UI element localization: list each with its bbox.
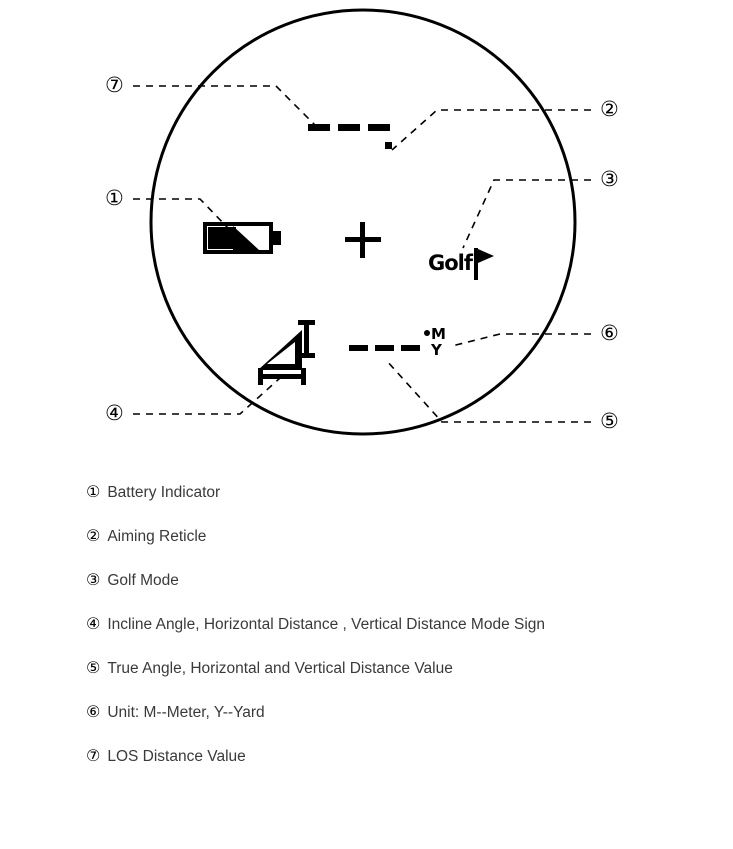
horizontal-cap-right [301, 368, 306, 385]
true-digit-3 [401, 345, 420, 351]
golf-flag-icon [474, 248, 498, 280]
unit-yard-label: Y [431, 341, 442, 359]
legend-item-number: ② [86, 526, 101, 545]
battery-tip [273, 231, 281, 245]
legend-item [86, 526, 706, 546]
callout-3: ③ [600, 167, 619, 191]
legend-list [86, 482, 706, 790]
legend-item [86, 482, 706, 502]
leader-line-6 [452, 334, 591, 346]
legend-item-label: LOS Distance Value [107, 748, 246, 765]
legend-item [86, 746, 706, 766]
true-digit-1 [349, 345, 368, 351]
callout-1: ① [105, 186, 124, 210]
horizontal-distance-bar [258, 374, 306, 379]
flag-banner [478, 249, 494, 263]
legend-item-number: ③ [86, 570, 101, 589]
unit-indicator [424, 327, 452, 371]
los-distance-value-display [308, 124, 400, 152]
aiming-reticle-icon [345, 222, 381, 258]
legend-item-label: Battery Indicator [107, 484, 221, 501]
legend-item [86, 658, 706, 678]
los-digit-2 [338, 124, 360, 131]
true-distance-value-display [349, 345, 421, 357]
true-digit-2 [375, 345, 394, 351]
legend-item-number: ④ [86, 614, 101, 633]
callout-7: ⑦ [105, 73, 124, 97]
legend-item-label: True Angle, Horizontal and Vertical Distance Value [107, 660, 453, 677]
legend-item [86, 614, 706, 634]
legend-item-number: ⑥ [86, 702, 101, 721]
battery-fill [208, 227, 236, 249]
unit-meter-label: M [431, 325, 446, 343]
vertical-cap-bottom [298, 353, 315, 358]
callout-2: ② [600, 97, 619, 121]
leader-line-7 [133, 86, 318, 128]
legend-item-number: ⑤ [86, 658, 101, 677]
legend-item-label: Golf Mode [107, 572, 179, 589]
legend-item-number: ① [86, 482, 101, 501]
los-digit-1 [308, 124, 330, 131]
legend-item-label: Unit: M--Meter, Y--Yard [107, 704, 265, 721]
legend-item-number: ⑦ [86, 746, 101, 765]
legend-item [86, 702, 706, 722]
golf-mode-label: Golf [428, 251, 472, 275]
legend-item-label: Incline Angle, Horizontal Distance , Vertical Distance Mode Sign [107, 616, 546, 633]
los-digit-3 [368, 124, 390, 131]
battery-indicator-icon [203, 222, 285, 256]
legend-item-label: Aiming Reticle [107, 528, 207, 545]
callout-5: ⑤ [600, 409, 619, 433]
unit-dot [424, 330, 430, 336]
reticle-vertical-bar [360, 222, 365, 258]
los-decimal-point [385, 142, 392, 149]
legend-item [86, 570, 706, 590]
distance-mode-sign-icon [258, 320, 320, 386]
callout-4: ④ [105, 401, 124, 425]
callout-6: ⑥ [600, 321, 619, 345]
incline-triangle [258, 330, 302, 370]
